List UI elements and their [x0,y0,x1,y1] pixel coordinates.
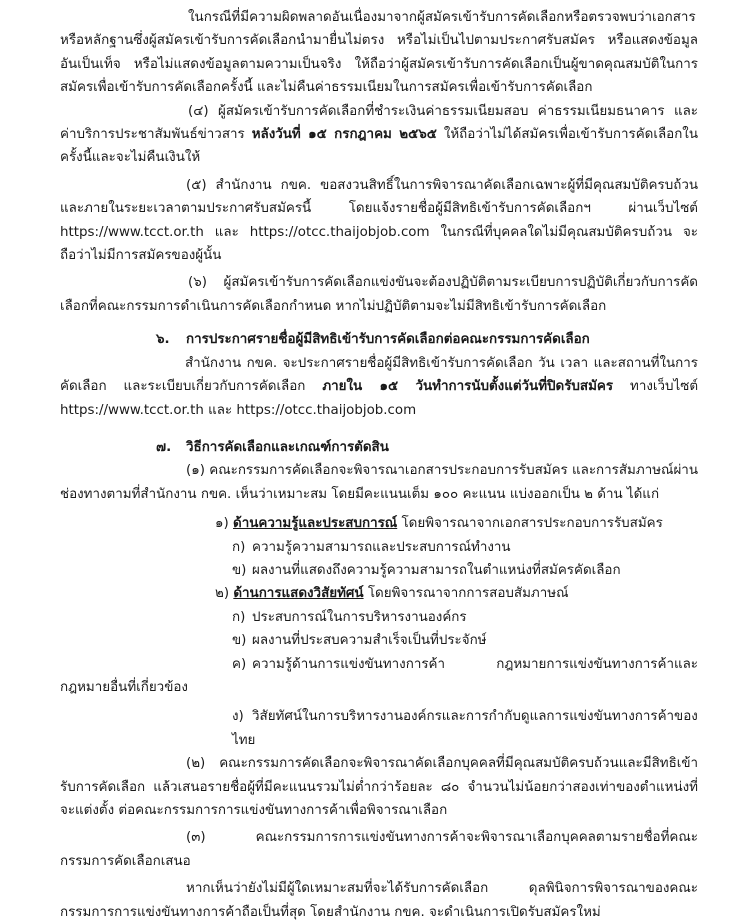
item-text: ความรู้ความสามารถและประสบการณ์ทำงาน [252,539,511,555]
section-6-heading [60,328,698,351]
item-text: วิสัยทัศน์ในการบริหารงานองค์กรและการกำกับดูแลการแข่งขันทางการค้าของไทย [232,709,698,748]
item-marker: ข) [232,633,247,649]
criterion-1-heading [60,512,698,535]
item-text: ประสบการณ์ในการบริหารงานองค์กร [252,609,467,625]
criterion-1-number: ๑) [215,516,229,532]
section-6-deadline: ภายใน ๑๕ วันทำการนับตั้งแต่วันที่ปิดรับสมัคร [322,379,614,395]
section-7-clause-1: (๑) คณะกรรมการคัดเลือกจะพิจารณาเอกสารประกอบการรับสมัคร และการสัมภาษณ์ผ่านช่องทางตามที่สำนักงาน กขค. เห็นว่าเหมาะสม โดยมีคะแนนเต็ม ๑๐๐ คะแนน แบ่งออกเป็น ๒ ด้าน ได้แก่ [60,463,698,502]
criterion-2-heading [60,582,698,605]
clause-4-paragraph [60,100,698,170]
clause-4-text-b: ให้ถือว่าไม่ได้สมัครเพื่อเข้ารับการคัดเลือกในครั้งนี้และจะไม่คืนเงินให้ [60,127,698,166]
criterion-1-desc: โดยพิจารณาจากเอกสารประกอบการรับสมัคร [397,516,663,532]
section-7-title: วิธีการคัดเลือกและเกณฑ์การตัดสิน [186,439,389,455]
section-6-body [60,352,698,422]
section-7-heading [60,436,698,459]
clause-4-text-a: (๔) ผู้สมัครเข้ารับการคัดเลือกที่ชำระเงินค่าธรรมเนียมสอบ ค่าธรรมเนียมธนาคาร และค่าบริการประชาสัมพันธ์ข่าวสาร [60,103,698,143]
section-7-number: ๗. [156,439,172,455]
criterion-2-desc: โดยพิจารณาจากการสอบสัมภาษณ์ [363,586,569,602]
criterion-1-item-b [60,559,698,582]
criterion-2-item-d [60,705,698,752]
item-text: ความรู้ด้านการแข่งขันทางการค้า กฎหมายการแข่งขันทางการค้าและกฎหมายอื่นที่เกี่ยวข้อง [60,656,698,695]
item-marker: ง) [232,709,244,725]
item-text: ผลงานที่ประสบความสำเร็จเป็นที่ประจักษ์ [252,633,487,649]
criterion-2-item-c [60,653,698,700]
section-6-title: การประกาศรายชื่อผู้มีสิทธิเข้ารับการคัดเลือกต่อคณะกรรมการคัดเลือก [186,332,590,348]
clause-4-deadline: หลังวันที่ ๑๕ กรกฎาคม ๒๕๖๕ [251,127,437,143]
criterion-2-number: ๒) [215,586,230,602]
criterion-2-item-a [60,606,698,629]
criterion-2-item-b [60,629,698,652]
section-7-clause-2: (๒) คณะกรรมการคัดเลือกจะพิจารณาคัดเลือกบุคคลที่มีคุณสมบัติครบถ้วนและมีสิทธิเข้ารับการคัดเลือก แล้วเสนอรายชื่อผู้ที่มีคะแนนรวมไม่ต่ำกว่าร้อยละ ๘๐ จำนวนไม่น้อยกว่าสองเท่าของตำแหน่งที่จะแต่งตั้ง ต่อคณะกรรมการการแข่งขันทางการค้าเพื่อพิจารณาเลือก [60,756,698,818]
criterion-1-item-a [60,536,698,559]
item-marker: ข) [232,562,247,578]
criterion-1-title: ด้านความรู้และประสบการณ์ [233,516,398,532]
item-marker: ก) [232,609,246,625]
section-7-clause-3: (๓) คณะกรรมการการแข่งขันทางการค้าจะพิจารณาเลือกบุคคลตามรายชื่อที่คณะกรรมการคัดเลือกเสนอ [60,830,698,869]
item-text: ผลงานที่แสดงถึงความรู้ความสามารถในตำแหน่งที่สมัครคัดเลือก [252,562,621,578]
criterion-2-title: ด้านการแสดงวิสัยทัศน์ [233,586,364,602]
item-marker: ค) [232,656,247,672]
intro-paragraph: ในกรณีที่มีความผิดพลาดอันเนื่องมาจากผู้สมัครเข้ารับการคัดเลือกหรือตรวจพบว่าเอกสารหรือหลักฐานซึ่งผู้สมัครเข้ารับการคัดเลือกนำมายื่นไม่ตรง หรือไม่เป็นไปตามประกาศรับสมัคร หรือแสดงข้อมูลอันเป็นเท็จ หรือไม่แสดงข้อมูลตามความเป็นจริง ให้ถือว่าผู้สมัครเข้ารับการคัดเลือกเป็นผู้ขาดคุณสมบัติในการสมัครเพื่อเข้ารับการคัดเลือกครั้งนี้ และไม่คืนค่าธรรมเนียมในการสมัครเพื่อเข้ารับการคัดเลือก [60,10,698,96]
section-6-number: ๖. [156,332,170,348]
item-marker: ก) [232,539,246,555]
clause-5-paragraph: (๕) สำนักงาน กขค. ขอสงวนสิทธิ์ในการพิจารณาคัดเลือกเฉพาะผู้ที่มีคุณสมบัติครบถ้วนและภายในระยะเวลาตามประกาศรับสมัครนี้ โดยแจ้งรายชื่อผู้มีสิทธิเข้ารับการคัดเลือกฯ ผ่านเว็บไซต์ https://www.tcct.or.th และ https://otcc.thaijobjob.com ในกรณีที่บุคคลใดไม่มีคุณสมบัติครบถ้วน จะถือว่าไม่มีการสมัครของผู้นั้น [60,177,698,264]
section-6-body-a: สำนักงาน กขค. จะประกาศรายชื่อผู้มีสิทธิเข้ารับการคัดเลือก วัน เวลา และสถานที่ในการคัดเลือก และระเบียบเกี่ยวกับการคัดเลือก [60,355,698,395]
section-6-body-b: ทางเว็บไซต์ https://www.tcct.or.th และ https://otcc.thaijobjob.com [60,379,699,418]
section-6 [60,328,698,422]
clause-6-paragraph: (๖) ผู้สมัครเข้ารับการคัดเลือกแข่งขันจะต้องปฏิบัติตามระเบียบการปฏิบัติเกี่ยวกับการคัดเลือกที่คณะกรรมการดำเนินการคัดเลือกกำหนด หากไม่ปฏิบัติตามจะไม่มีสิทธิเข้ารับการคัดเลือก [60,275,698,314]
section-7 [60,436,698,924]
section-7-clause-4: หากเห็นว่ายังไม่มีผู้ใดเหมาะสมที่จะได้รับการคัดเลือก ดุลพินิจการพิจารณาของคณะกรรมการการแข่งขันทางการค้าถือเป็นที่สุด โดยสำนักงาน กขค. จะดำเนินการเปิดรับสมัครใหม่ [60,881,698,920]
